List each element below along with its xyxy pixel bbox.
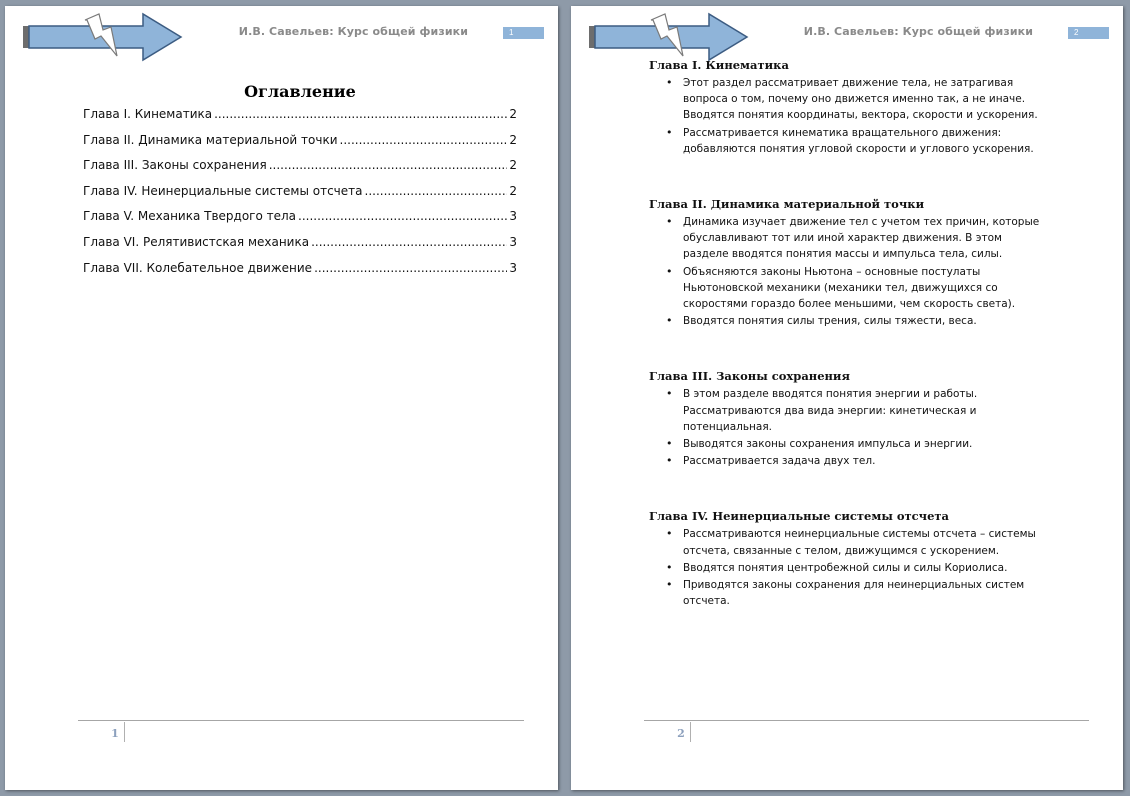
toc-item[interactable] [83, 107, 517, 133]
toc-leader-dots [311, 235, 507, 249]
toc-leader-dots [314, 261, 507, 275]
toc-item-label: Глава VII. Колебательное движение [83, 260, 313, 275]
chapter-title: Глава III. Законы сохранения [649, 369, 850, 384]
bullet-item: • Вводятся понятия центробежной силы и силы Кориолиса. [649, 560, 1049, 576]
bullet-item: • Динамика изучает движение тел с учетом тех причин, которые обуславливают тот или иной характер движения. В этом разделе вводятся понятия массы и импульса тела, силы. [649, 214, 1049, 263]
header-title: И.В. Савельев: Курс общей физики [238, 25, 468, 38]
toc-item[interactable] [83, 133, 517, 159]
bullet-item: • Рассматриваются неинерциальные системы отсчета – системы отсчета, связанные с телом, движущимся с ускорением. [649, 526, 1049, 558]
toc-item[interactable] [83, 261, 517, 287]
toc-item[interactable] [83, 209, 517, 235]
chapter-section [649, 197, 1049, 329]
chapter-section [649, 369, 1049, 469]
toc-leader-dots [269, 158, 508, 172]
toc-list [83, 107, 517, 286]
toc-item[interactable] [83, 158, 517, 184]
bullet-item: • Вводятся понятия силы трения, силы тяжести, веса. [649, 313, 1049, 329]
arrow-logo-icon [23, 12, 185, 64]
chapter-section [649, 509, 1049, 609]
toc-leader-dots [365, 184, 508, 198]
toc-item-label: Глава II. Динамика материальной точки [83, 132, 338, 147]
document-page-1 [5, 6, 558, 790]
toc-item-label: Глава VI. Релятивистская механика [83, 234, 310, 249]
bullet-list [649, 75, 1049, 157]
toc-leader-dots [340, 133, 508, 147]
toc-leader-dots [298, 209, 507, 223]
arrow-logo-icon [589, 12, 751, 64]
footer-divider [78, 720, 524, 721]
toc-item-label: Глава III. Законы сохранения [83, 158, 267, 173]
toc-item-page: 3 [509, 209, 517, 224]
toc-item[interactable] [83, 184, 517, 210]
bullet-item: • Рассматривается задача двух тел. [649, 453, 1049, 469]
toc-item-page: 2 [509, 107, 517, 121]
toc-item-label: Глава V. Механика Твердого тела [83, 209, 297, 224]
footer-page-number: 2 [677, 727, 685, 740]
chapter-title: Глава II. Динамика материальной точки [649, 197, 925, 212]
bullet-item: • В этом разделе вводятся понятия энергии и работы. Рассматриваются два вида энергии: кинетическая и потенциальная. [649, 386, 1049, 435]
chapter-title: Глава I. Кинематика [649, 58, 789, 72]
header-page-number: 1 [503, 27, 544, 39]
bullet-list [649, 214, 1049, 329]
header-page-number: 2 [1068, 27, 1109, 39]
toc-item-label: Глава I. Кинематика [83, 107, 213, 121]
toc-title: Оглавление [244, 82, 356, 101]
toc-item-page: 2 [509, 132, 517, 147]
toc-item[interactable] [83, 235, 517, 261]
bullet-list [649, 526, 1049, 609]
bullet-item: • Рассматривается кинематика вращательного движения: добавляются понятия угловой скорости и углового ускорения. [649, 125, 1049, 157]
bullet-item: • Приводятся законы сохранения для неинерциальных систем отсчета. [649, 577, 1049, 609]
bullet-item: • Объясняются законы Ньютона – основные постулаты Ньютоновской механики (механики тел, движущихся со скоростями гораздо более меньшими, чем скорость света). [649, 264, 1049, 313]
toc-item-page: 3 [509, 260, 517, 275]
toc-item-page: 2 [509, 183, 517, 198]
document-page-2 [571, 6, 1123, 790]
footer-page-number: 1 [111, 727, 119, 740]
footer-divider [644, 720, 1089, 721]
bullet-item: • Этот раздел рассматривает движение тела, не затрагивая вопроса о том, почему оно движется именно так, а не иначе. Вводятся понятия координаты, вектора, скорости и ускорения. [649, 75, 1049, 124]
toc-item-label: Глава IV. Неинерциальные системы отсчета [83, 183, 363, 198]
bullet-item: • Выводятся законы сохранения импульса и энергии. [649, 436, 1049, 452]
header-title: И.В. Савельев: Курс общей физики [803, 25, 1033, 38]
bullet-list [649, 386, 1049, 469]
toc-item-page: 2 [509, 158, 517, 173]
chapter-title: Глава IV. Неинерциальные системы отсчета [649, 509, 949, 524]
chapter-section [649, 58, 1049, 157]
toc-leader-dots [214, 107, 507, 121]
toc-item-page: 3 [509, 234, 517, 249]
chapter-summaries [649, 58, 1049, 649]
